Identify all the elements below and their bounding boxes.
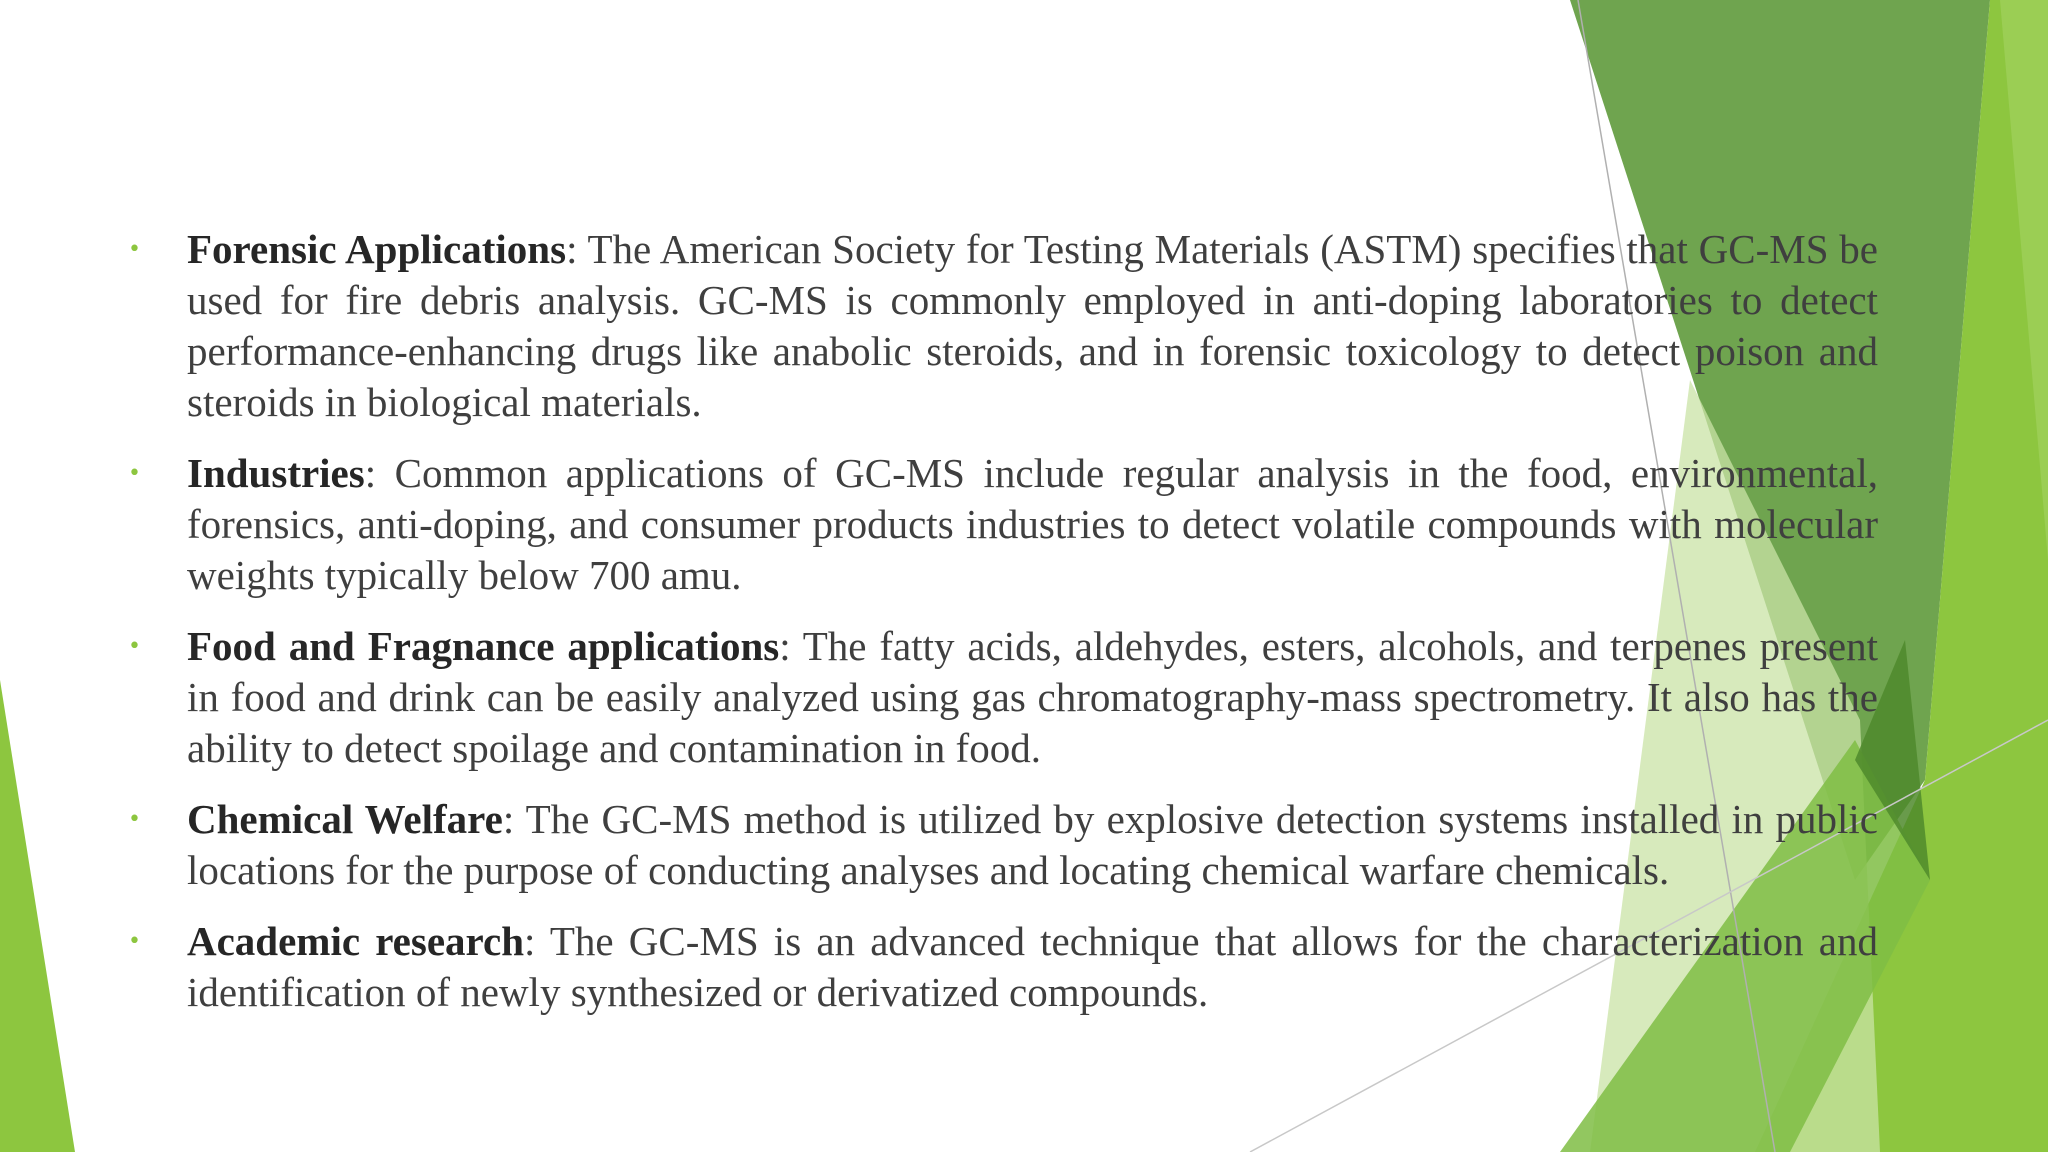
bullet-list xyxy=(128,224,1878,1038)
item-text: : The GC-MS method is utilized by explosive detection systems installed in public locations for the purpose of conducting analyses and locating chemical warfare chemicals. xyxy=(187,796,1878,893)
bullet-icon: • xyxy=(128,237,141,262)
item-text: : The American Society for Testing Materials (ASTM) specifies that GC-MS be used for fire debris analysis. GC-MS is commonly employed in anti-doping laboratories to detect performance-enhancing drugs like anabolic steroids, and in forensic toxicology to detect poison and steroids in biological materials. xyxy=(187,226,1879,425)
item-term: Forensic Applications xyxy=(187,226,567,272)
item-text: : Common applications of GC-MS include regular analysis in the food, environmental, forensics, anti-doping, and consumer products industries to detect volatile compounds with molecular weights typically below 700 amu. xyxy=(187,450,1878,598)
left-green-triangle xyxy=(0,680,75,1152)
list-item-industries xyxy=(128,448,1878,601)
bullet-icon: • xyxy=(128,807,141,832)
item-text: : The fatty acids, aldehydes, esters, alcohols, and terpenes present in food and drink can be easily analyzed using gas chromatography-mass spectrometry. It also has the ability to detect spoilage and contamination in food. xyxy=(187,623,1878,771)
list-item-food xyxy=(128,621,1878,774)
list-item-forensic xyxy=(128,224,1878,428)
item-term: Chemical Welfare xyxy=(187,796,503,842)
bullet-icon: • xyxy=(128,461,141,486)
list-item-academic xyxy=(128,916,1878,1018)
item-term: Food and Fragnance applications xyxy=(187,623,780,669)
bullet-icon: • xyxy=(128,929,141,954)
item-term: Academic research xyxy=(187,918,524,964)
bullet-icon: • xyxy=(128,634,141,659)
item-term: Industries xyxy=(187,450,365,496)
item-text: : The GC-MS is an advanced technique that allows for the characterization and identification of newly synthesized or derivatized compounds. xyxy=(187,918,1878,1015)
list-item-chemical xyxy=(128,794,1878,896)
